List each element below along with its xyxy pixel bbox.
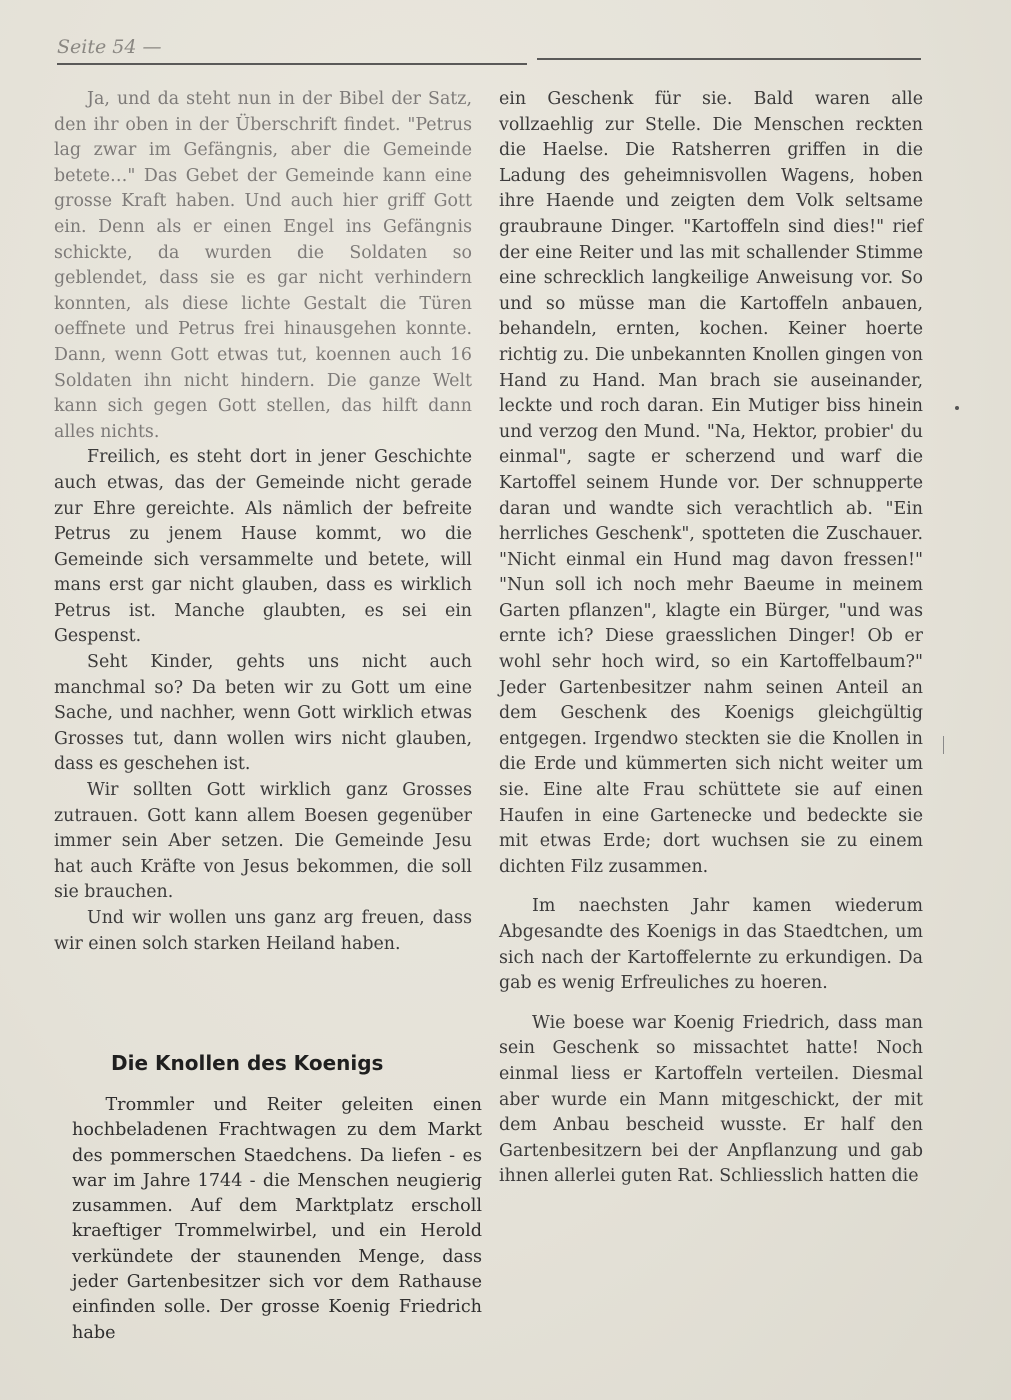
paragraph: Ja, und da steht nun in der Bibel der Satz, den ihr oben in der Überschrift findet. "Petrus lag zwar im Gefängnis, aber die Gemeinde betete…" Das Gebet der Gemeinde kann eine grosse Kraft haben. Und auch hier griff Gott ein. Denn als er einen Engel ins Gefängnis schickte, da wurden die Soldaten so geblendet, dass sie es gar nicht verhindern konnten, als diese lichte Gestalt die Türen oeffnete und Petrus frei hinausgehen konnte. Dann, wenn Gott etwas tut, koennen auch 16 Soldaten ihn nicht hindern. Die ganze Welt kann sich gegen Gott stellen, das hilft dann alles nichts.	[54, 89, 472, 442]
article-column	[72, 1093, 482, 1346]
print-mark	[943, 736, 944, 754]
paragraph: Und wir wollen uns ganz arg freuen, dass wir einen solch starken Heiland haben.	[54, 908, 472, 954]
paragraph: Seht Kinder, gehts uns nicht auch manchmal so? Da beten wir zu Gott um eine Sache, und nachher, wenn Gott wirklich etwas Grosses tut, dann wollen wirs nicht glauben, dass es geschehen ist.	[54, 652, 472, 775]
paragraph: Wir sollten Gott wirklich ganz Grosses zutrauen. Gott kann allem Boesen gegenüber immer sein Aber setzen. Die Gemeinde Jesu hat auch Kräfte von Jesus bekommen, die soll sie brauchen.	[54, 780, 472, 903]
paragraph: Wie boese war Koenig Friedrich, dass man sein Geschenk so missachtet hatte! Noch einmal liess er Kartoffeln verteilen. Diesmal aber wurde ein Mann mitgeschickt, der mit dem Anbau bescheid wusste. Er half den Gartenbesitzern bei der Anpflanzung und gab ihnen allerlei guten Rat. Schliesslich hatten die	[499, 1012, 923, 1187]
paragraph: Freilich, es steht dort in jener Geschichte auch etwas, das der Gemeinde nicht gerade zur Ehre gereichte. Als nämlich der befreite Petrus zu jenem Hause kommt, wo die Gemeinde sich versammelte und betete, will mans erst gar nicht glauben, dass es wirklich Petrus ist. Manche glaubten, es sei ein Gespenst.	[54, 447, 472, 647]
paragraph: ein Geschenk für sie. Bald waren alle vollzaehlig zur Stelle. Die Menschen reckten die Haelse. Die Ratsherren griffen in die Ladung des geheimnisvollen Wagens, hoben ihre Haende und zeigten dem Volk seltsame graubraune Dinger. "Kartoffeln sind dies!" rief der eine Reiter und las mit schallender Stimme eine schrecklich langkeilige Anweisung vor. So und so müsse man die Kartoffeln anbauen, behandeln, ernten, kochen. Keiner hoerte richtig zu. Die unbekannten Knollen gingen von Hand zu Hand. Man brach sie auseinander, leckte und roch daran. Ein Mutiger biss hinein und verzog den Mund. "Na, Hektor, probier' du einmal", sagte er scherzend und warf die Kartoffel seinem Hunde vor. Der schnupperte daran und wandte sich verachtlich ab. "Ein herrliches Geschenk", spotteten die Zuschauer. "Nicht einmal ein Hund mag davon fressen!" "Nun soll ich noch mehr Baeume in meinem Garten pflanzen", klagte ein Bürger, "und was ernte ich? Diese graesslichen Dinger! Ob er wohl sehr hoch wird, so ein Kartoffelbaum?" Jeder Gartenbesitzer nahm seinen Anteil an dem Geschenk des Koenigs gleichgültig entgegen. Irgendwo steckten sie die Knollen in die Erde und kümmerten sich nicht weiter um sie. Eine alte Frau schüttete sie auf einen Haufen in eine Gartenecke und bedeckte sie mit etwas Erde; dort wuchsen sie zu einem dichten Filz zusammen.	[499, 89, 923, 877]
paragraph: Trommler und Reiter geleiten einen hochbeladenen Frachtwagen zu dem Markt des pommerschen Staedchens. Da liefen - es war im Jahre 1744 - die Menschen neugierig zusammen. Auf dem Marktplatz erscholl kraeftiger Trommelwirbel, und ein Herold verkündete der staunenden Menge, dass jeder Gartenbesitzer sich vor dem Rathause einfinden solle. Der grosse Koenig Friedrich habe	[72, 1095, 482, 1343]
header-rule-left	[57, 63, 527, 65]
paragraph: Im naechsten Jahr kamen wiederum Abgesandte des Koenigs in das Staedtchen, um sich nach der Kartoffelernte zu erkundigen. Da gab es wenig Erfreuliches zu hoeren.	[499, 896, 923, 994]
left-column	[54, 87, 472, 957]
print-speck	[955, 406, 959, 410]
header-rule-right	[537, 58, 921, 60]
right-column	[499, 87, 923, 1190]
article-title: Die Knollen des Koenigs	[111, 1051, 384, 1075]
page-number: Seite 54 —	[57, 36, 162, 58]
